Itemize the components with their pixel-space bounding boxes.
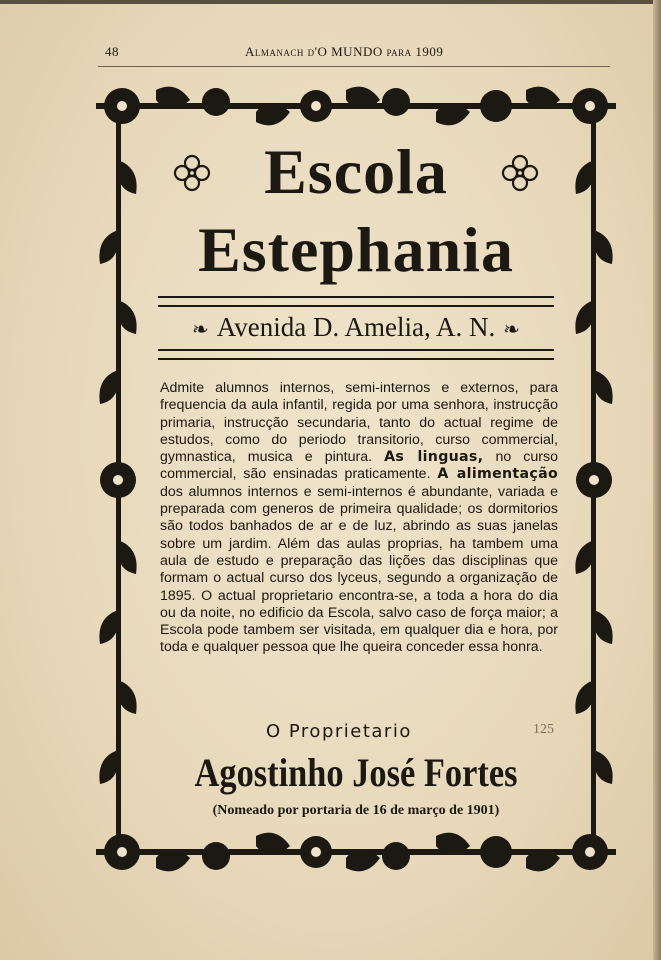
address-line (150, 312, 562, 343)
page-right-edge (653, 0, 661, 960)
fleuron-icon: ❧ (192, 319, 209, 341)
school-name-line-1: Escola (264, 136, 448, 207)
double-rule (158, 349, 554, 360)
address-text: Avenida D. Amelia, A. N. (216, 312, 496, 342)
top-vine-border (96, 80, 616, 132)
fleuron-icon: ❧ (503, 319, 520, 341)
page-top-edge (0, 0, 661, 4)
body-rest: dos alumnos internos e semi-internos é abundante, variada e preparada com generos de primeira qualidade; os dormitorios são todos banhados de ar e de luz, abrindo as suas janelas sobre um jardim. Além das aulas proprias, ha tambem uma aula de estudo e preparação das lições das disciplinas que formam o actual curso dos lyceus, segundo a organização de 1895. O actual proprietario encontra-se, a toda a hora do dia ou da noite, no edificio da Escola, salvo caso de força maior; a Escola pode tambem ser visitada, em qualquer dia e hora, por toda e qualquer pessoa que lhe queira conceder essa honra. (160, 483, 558, 656)
double-rule (158, 296, 554, 307)
running-head (105, 42, 605, 62)
advertisement-body (160, 380, 558, 657)
owner-name: Agostinho José Fortes (194, 750, 518, 795)
body-intro: Admite alumnos internos, semi-internos e externos, para frequencia da aula infantil, regida por uma senhora, instrucção primaria, instrucção secundaria, tanto do actual regime de estudos, como do periodo transitorio, curso commercial, gymnastica, musica e pintura. (160, 380, 558, 466)
school-name-line-2: Estephania (198, 214, 514, 285)
rosette-ornament-icon (500, 153, 540, 193)
bleed-through-number: 125 (533, 722, 554, 737)
page-number: 48 (105, 44, 119, 59)
left-vine-border (96, 120, 142, 836)
school-advertisement (150, 135, 562, 865)
body-mid: no curso commercial, são ensinadas praticamente. (160, 449, 558, 483)
bold-phrase-alimentacao: A alimentação (437, 466, 558, 483)
right-vine-border (570, 120, 616, 836)
almanac-title: Almanach d'O MUNDO para 1909 (245, 44, 444, 59)
appointment-note: (Nomeado por portaria de 16 de março de 1901) (212, 803, 500, 818)
proprietor-label: O Proprietario (266, 721, 412, 742)
bold-phrase-linguas: As linguas, (384, 449, 484, 466)
header-rule (98, 66, 610, 67)
signature-row (160, 721, 558, 743)
